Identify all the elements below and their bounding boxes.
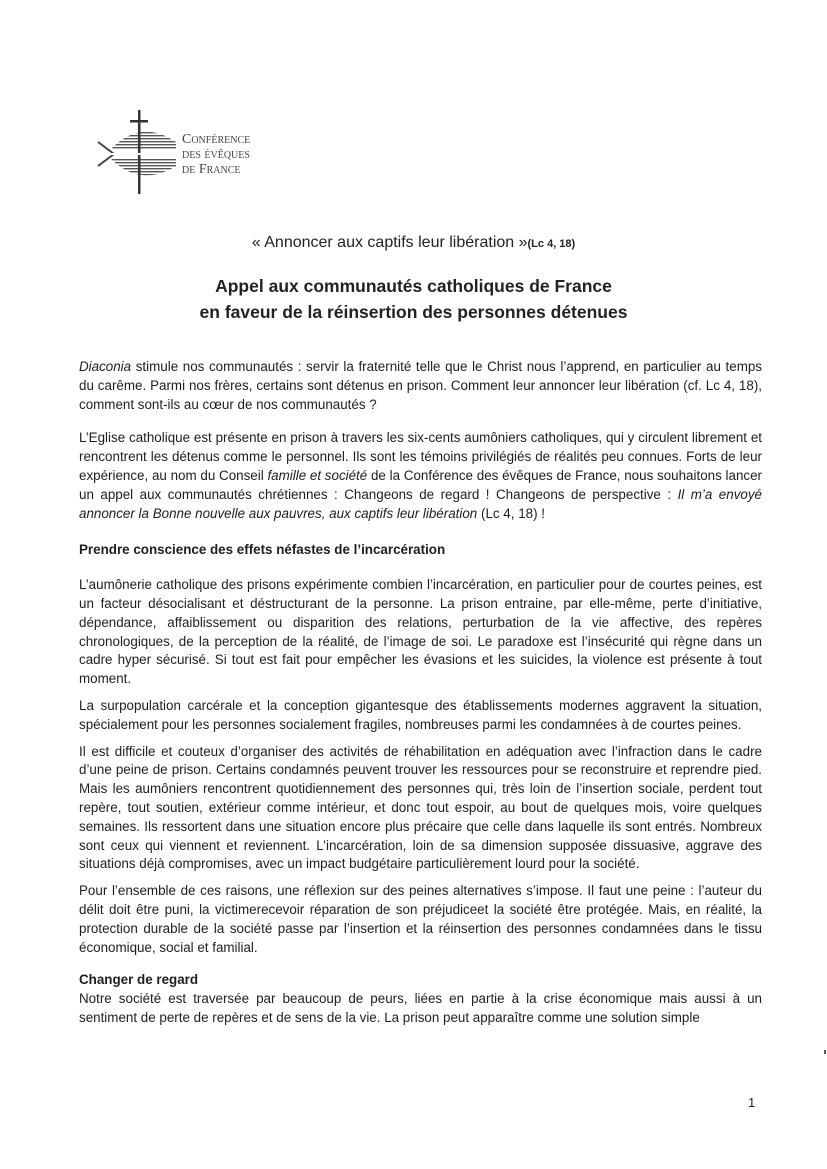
section-2-heading: Changer de regard [79, 972, 199, 988]
intro-paragraph-1-text: stimule nos communautés : servir la fraternité telle que le Christ nous l’apprend, en particulier au temps du carême. Parmi nos frères, certains sont détenus en prison. Comment leur annoncer leur libération (cf. Lc 4, 18), comment sont-ils au cœur de nos communautés ? [79, 359, 762, 412]
intro-paragraph-2 [79, 429, 762, 523]
scan-mark [824, 1050, 826, 1054]
diaconia-italic: Diaconia [79, 359, 132, 374]
intro-paragraph-2-italic-2: Il m’a envoyé annoncer la Bonne nouvelle aux pauvres, aux captifs leur libération [79, 486, 762, 521]
fish-cross-logo-icon [96, 108, 182, 198]
cef-logo [96, 108, 276, 198]
logo-line-1: Conférence [182, 132, 251, 147]
logo-line-2: des évêques [182, 147, 250, 162]
intro-paragraph-2-italic-1: famille et société [267, 467, 368, 483]
main-title-line-2: en faveur de la réinsertion des personnes détenues [199, 302, 628, 322]
quote-title [0, 234, 827, 252]
intro-paragraph-2-part-a: L’Eglise catholique est présente en prison à travers les six-cents aumôniers catholiques, qui y circulent librement et rencontrent les détenus comme le personnel. Ils sont les témoins privilégiés de réalités peu connues. Forts de leur expérience, au nom du Conseil [79, 430, 762, 483]
intro-paragraph-1 [79, 358, 762, 414]
document-body [79, 358, 762, 1028]
quote-title-text: « Annoncer aux captifs leur libération » [251, 234, 528, 251]
logo-line-3: de France [182, 162, 241, 177]
section-1-paragraph-2: La surpopulation carcérale et la conception gigantesque des établissements modernes aggravent la situation, spécialement pour les personnes socialement fragiles, nombreuses parmi les condamnées à de courtes peines. [79, 697, 762, 732]
page-number: 1 [748, 1095, 756, 1110]
quote-title-ref: (Lc 4, 18) [527, 238, 576, 250]
intro-paragraph-2-part-b: de la Conférence des évêques de France, nous souhaitons lancer un appel aux communautés chrétiennes : Changeons de regard ! Changeons de perspective : [79, 467, 762, 502]
section-1-paragraph-4: Pour l’ensemble de ces raisons, une réflexion sur des peines alternatives s’impose. Il faut une peine : l’auteur du délit doit être puni, la victimerecevoir réparation de son préjudiceet la société être protégée. Mais, en réalité, la protection durable de la société passe par l’insertion et la réinsertion des personnes condamnées dans le tissu économique, social et familial. [79, 883, 762, 955]
section-1-paragraph-1: L’aumônerie catholique des prisons expérimente combien l’incarcération, en particulier pour de courtes peines, est un facteur désocialisant et déstructurant de la personne. La prison entraine, par elle-même, perte d’initiative, dépendance, affaiblissement ou disparition des relations, perturbation de la vie affective, des repères chronologiques, de la perception de la réalité, de l’image de soi. Le paradoxe est l’insécurité qui règne dans un cadre hyper sécurisé. Si tout est fait pour empêcher les évasions et les suicides, la violence est présente à tout moment. [79, 577, 762, 687]
intro-paragraph-2-part-c: (Lc 4, 18) ! [477, 505, 545, 521]
main-title [0, 273, 827, 325]
logo-text [182, 132, 250, 177]
section-1-paragraph-3: Il est difficile et couteux d’organiser des activités de réhabilitation en adéquation avec l’infraction dans le cadre d’une peine de prison. Certains condamnés peuvent trouver les ressources pour se reconstruire et reprendre pied. Mais les aumôniers rencontrent quotidiennement des personnes qui, très loin de l’insertion sociale, perdent tout repère, tout soutien, extérieur comme intérieur, et donc tout espoir, au bout de quelques mois, voire quelques semaines. Ils ressortent dans une situation encore plus précaire que celle dans laquelle ils sont entrés. Nombreux sont ceux qui viennent et reviennent. L’incarcération, loin de sa dimension supposée dissuasive, aggrave des situations déjà compromises, avec un impact budgétaire particulièrement lourd pour la société. [79, 743, 762, 872]
main-title-line-1: Appel aux communautés catholiques de France [215, 276, 612, 296]
section-2-paragraph-1: Notre société est traversée par beaucoup de peurs, liées en partie à la crise économique mais aussi à un sentiment de perte de repères et de sens de la vie. La prison peut apparaître comme une solution simple [79, 991, 762, 1025]
section-1-heading: Prendre conscience des effets néfastes de l’incarcération [79, 542, 446, 558]
